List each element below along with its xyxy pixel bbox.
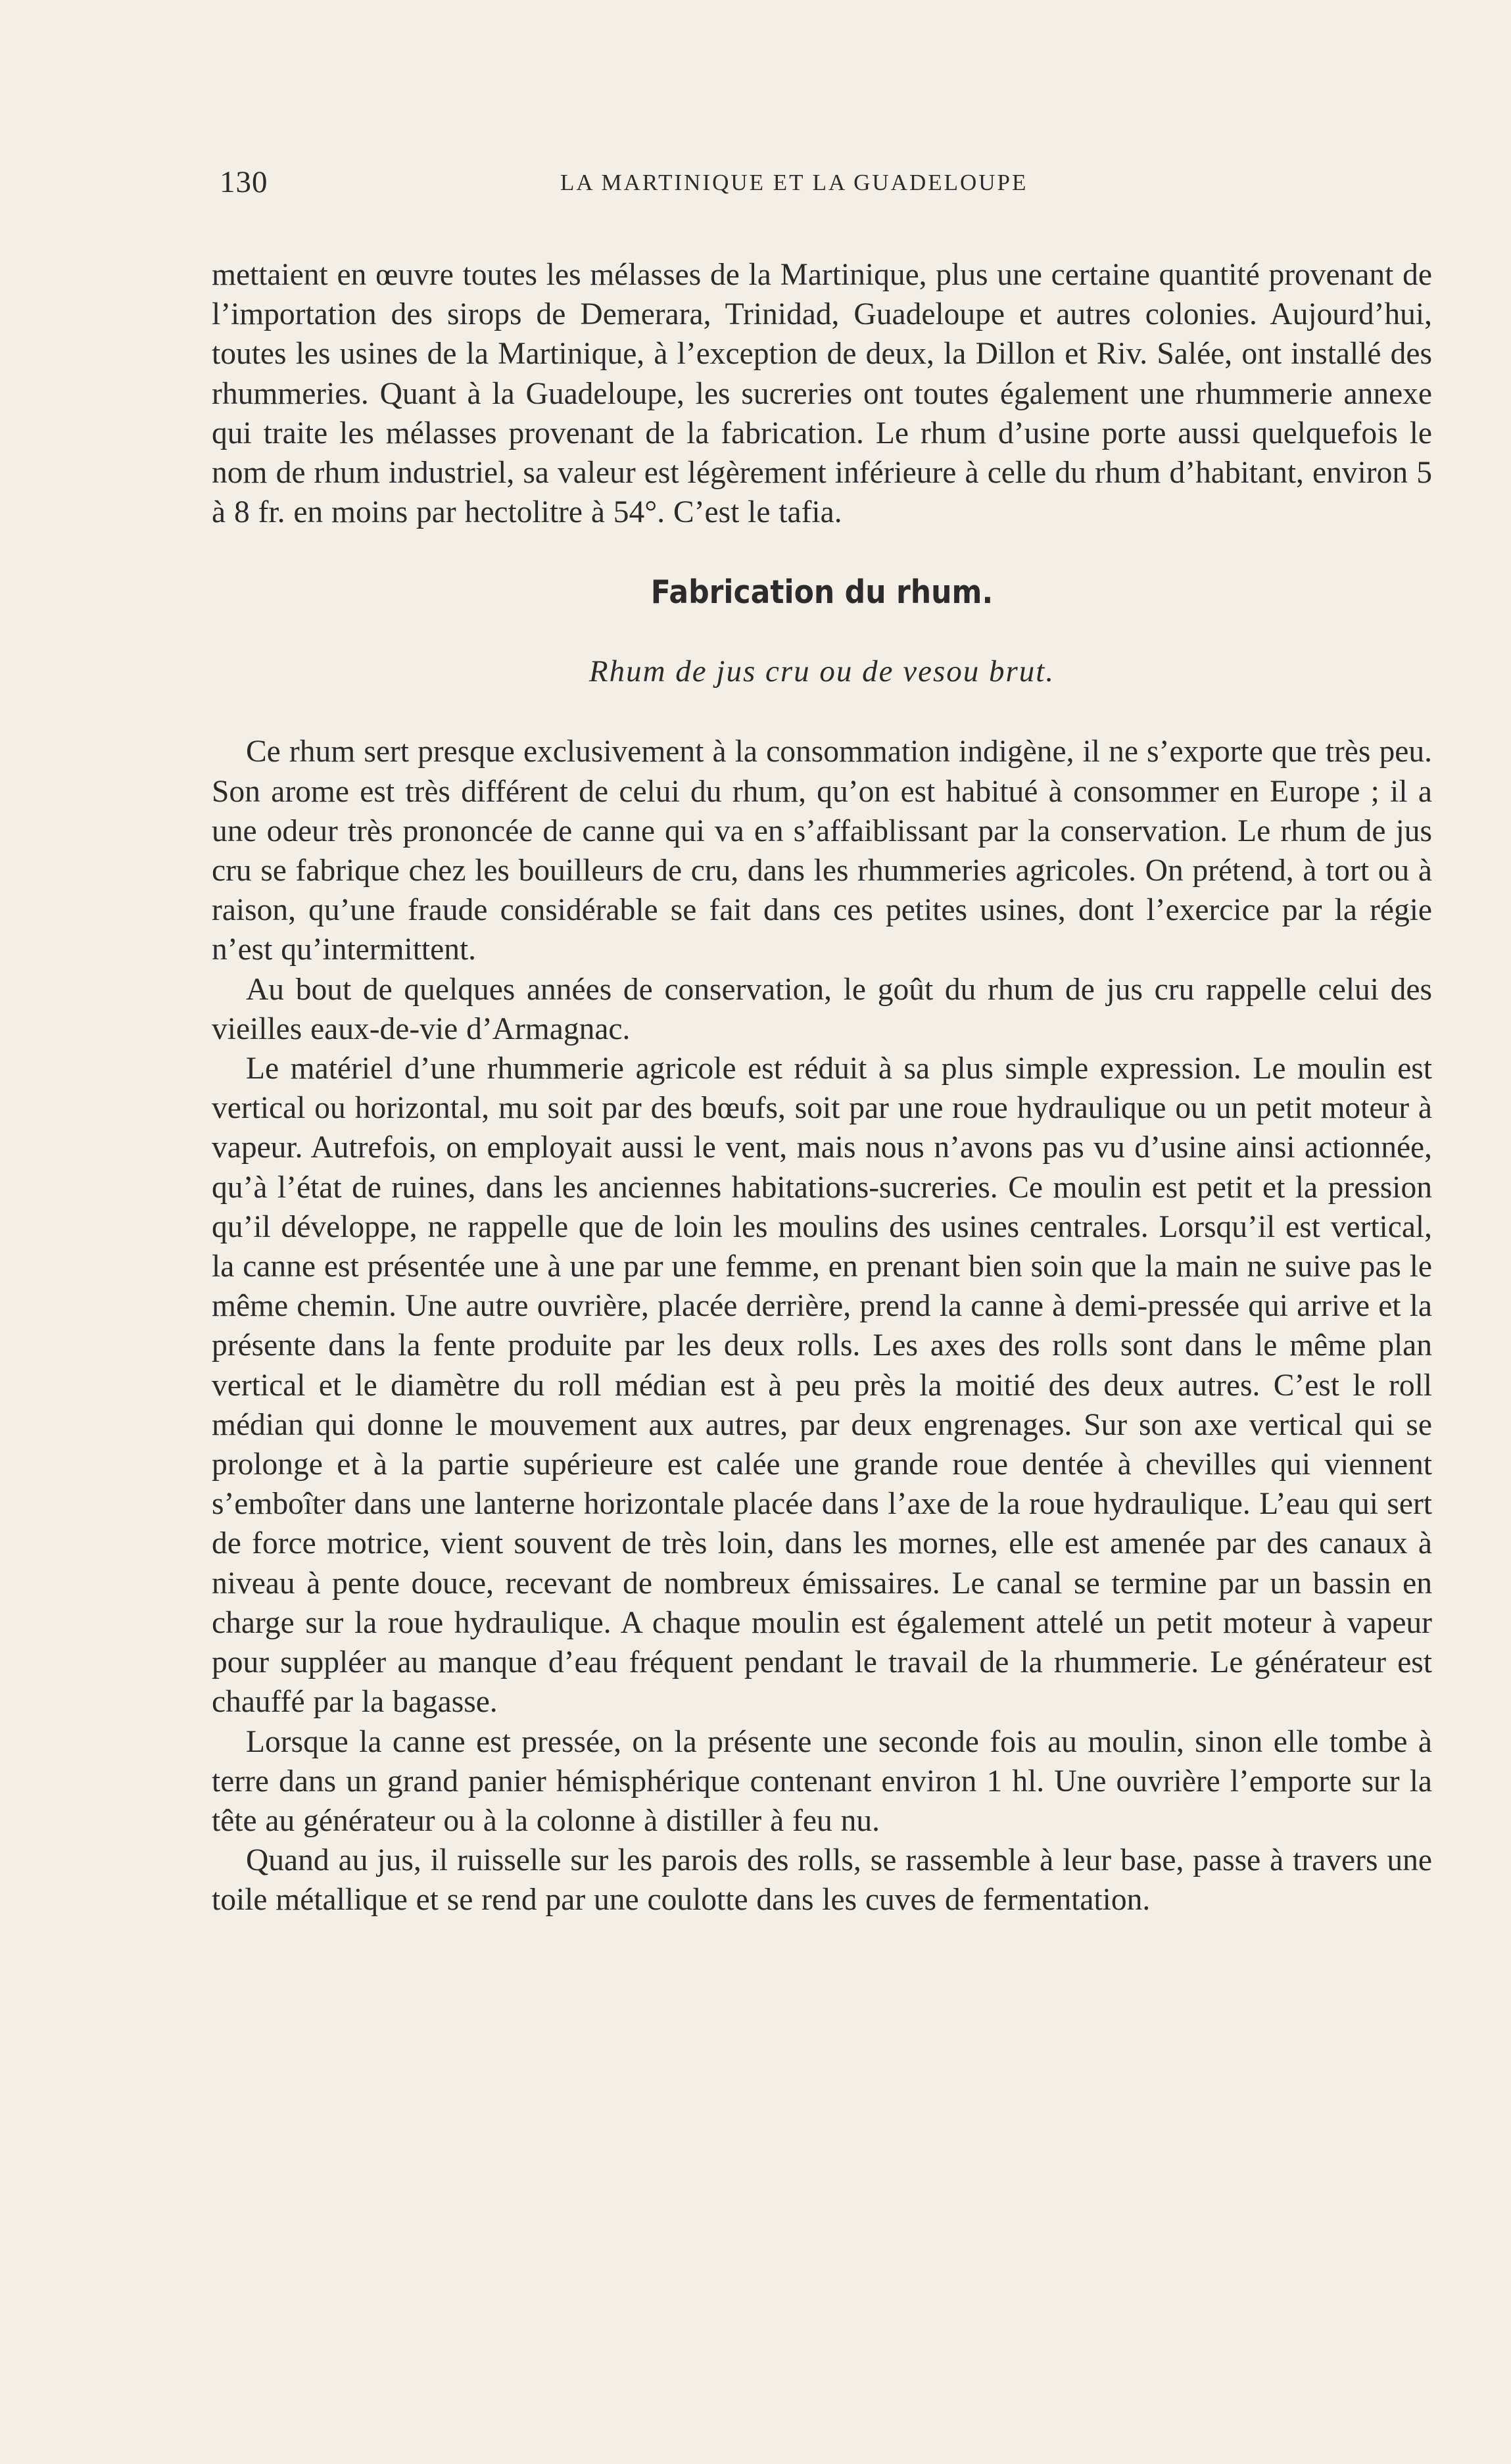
paragraph: Au bout de quelques années de conservation, le goût du rhum de jus cru rappelle celui des vieilles eaux-de-vie d’Armagnac.	[212, 972, 1432, 1046]
book-page	[212, 164, 1432, 1920]
paragraph: Ce rhum sert presque exclusivement à la consommation indigène, il ne s’exporte que très peu. Son arome est très différent de celui du rhum, qu’on est habitué à consommer en Europe ; il a une odeur très prononcée de canne qui va en s’affaiblissant par la conservation. Le rhum de jus cru se fabrique chez les bouilleurs de cru, dans les rhummeries agricoles. On prétend, à tort ou à raison, qu’une fraude considérable se fait dans ces petites usines, dont l’exercice par la régie n’est qu’intermittent.	[212, 735, 1432, 967]
paragraph: Le matériel d’une rhummerie agricole est réduit à sa plus simple expression. Le moulin est vertical ou horizontal, mu soit par des bœufs, soit par une roue hydraulique ou un petit moteur à vapeur. Autrefois, on employait aussi le vent, mais nous n’avons pas vu d’usine ainsi actionnée, qu’à l’état de ruines, dans les anciennes habitations-sucreries. Ce moulin est petit et la pression qu’il développe, ne rappelle que de loin les moulins des usines centrales. Lorsqu’il est vertical, la canne est présentée une à une par une femme, en prenant bien soin que la main ne suive pas le même chemin. Une autre ouvrière, placée derrière, prend la canne à demi-pressée qui arrive et la présente dans la fente produite par les deux rolls. Les axes des rolls sont dans le même plan vertical et le diamètre du roll médian est à peu près la moitié des deux autres. C’est le roll médian qui donne le mouvement aux autres, par deux engrenages. Sur son axe vertical qui se prolonge et à la partie supérieure est calée une grande roue dentée à chevilles qui viennent s’emboîter dans une lanterne horizontale placée dans l’axe de la roue hydraulique. L’eau qui sert de force motrice, vient souvent de très loin, dans les mornes, elle est amenée par des canaux à niveau à pente douce, recevant de nombreux émissaires. Le canal se termine par un bassin en charge sur la roue hydraulique. A chaque moulin est également attelé un petit moteur à vapeur pour suppléer au manque d’eau fréquent pendant le travail de la rhummerie. Le générateur est chauffé par la bagasse.	[212, 1051, 1432, 1720]
paragraph: Lorsque la canne est pressée, on la présente une seconde fois au moulin, sinon elle tombe à terre dans un grand panier hémisphérique contenant environ 1 hl. Une ouvrière l’emporte sur la tête au générateur ou à la colonne à distiller à feu nu.	[212, 1724, 1432, 1838]
section-title: Fabrication du rhum.	[650, 573, 994, 612]
subsection-title: Rhum de jus cru ou de vesou brut.	[588, 654, 1055, 689]
page-number: 130	[220, 165, 268, 199]
paragraph: Quand au jus, il ruisselle sur les parois des rolls, se rassemble à leur base, passe à travers une toile métallique et se rend par une coulotte dans les cuves de fermentation.	[212, 1843, 1432, 1918]
paragraph-continued: mettaient en œuvre toutes les mélasses de la Martinique, plus une certaine quantité provenant de l’importation des sirops de Demerara, Trinidad, Guadeloupe et autres colonies. Aujourd’hui, toutes les usines de la Martinique, à l’exception de deux, la Dillon et Riv. Salée, ont installé des rhummeries. Quant à la Guadeloupe, les sucreries ont toutes également une rhummerie annexe qui traite les mélasses provenant de la fabrication. Le rhum d’usine porte aussi quelquefois le nom de rhum industriel, sa valeur est légèrement inférieure à celle du rhum d’habitant, environ 5 à 8 fr. en moins par hectolitre à 54°. C’est le tafia.	[212, 258, 1432, 530]
running-title: LA MARTINIQUE ET LA GUADELOUPE	[560, 170, 1028, 195]
running-head	[212, 164, 1432, 210]
